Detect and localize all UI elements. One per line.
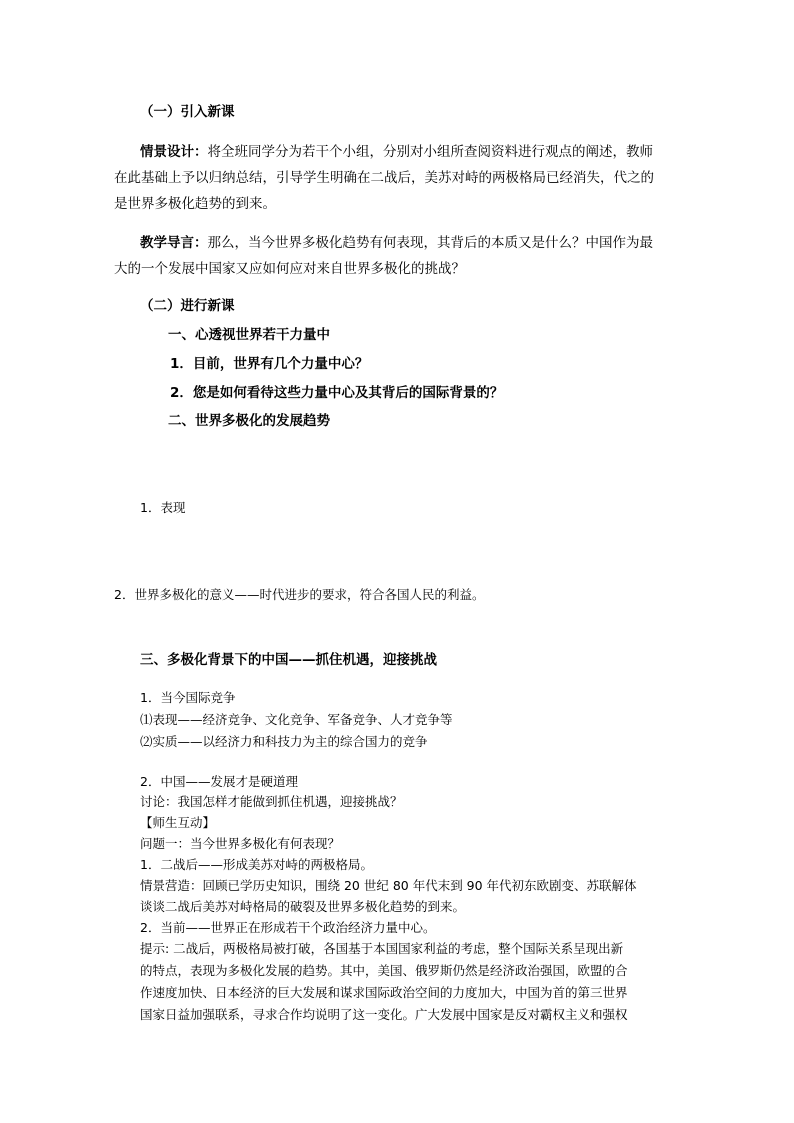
part-one-question-2: 2．您是如何看待这些力量中心及其背后的国际背景的？ bbox=[170, 385, 504, 401]
scene-creation-line-1: 情景营造：回顾已学历史知识，围绕 20 世纪 80 年代末到 90 年代初东欧剧变、苏联解体 bbox=[140, 878, 637, 893]
part-one-question-1: 1．目前，世界有几个力量中心？ bbox=[170, 356, 369, 372]
scene-design-label: 情景设计： bbox=[140, 144, 208, 160]
question-one: 问题一：当今世界多极化有何表现？ bbox=[140, 836, 341, 851]
part-three-item-1b: ⑵实质——以经济力和科技力为主的综合国力的竞争 bbox=[140, 734, 428, 749]
teaching-guide-label: 教学导言： bbox=[140, 235, 208, 251]
section-heading-new-lesson: （二）进行新课 bbox=[140, 298, 235, 314]
scene-creation-line-2: 谈谈二战后美苏对峙格局的破裂及世界多极化趋势的到来。 bbox=[140, 899, 466, 914]
part-three-item-2: 2．中国——发展才是硬道理 bbox=[140, 774, 298, 789]
part-three-item-1: 1．当今国际竞争 bbox=[140, 690, 236, 705]
teaching-guide-line-2: 大的一个发展中国家又应如何应对来自世界多极化的挑战？ bbox=[114, 261, 465, 277]
part-two-item-2: 2．世界多极化的意义——时代进步的要求，符合各国人民的利益。 bbox=[114, 587, 485, 602]
section-heading-intro: （一）引入新课 bbox=[140, 104, 235, 120]
hint-line-2: 的特点，表现为多极化发展的趋势。其中，美国、俄罗斯仍然是经济政治强国，欧盟的合 bbox=[140, 963, 628, 978]
discussion-line: 讨论：我国怎样才能做到抓住机遇，迎接挑战？ bbox=[140, 794, 403, 809]
answer-two: 2．当前——世界正在形成若干个政治经济力量中心。 bbox=[140, 920, 436, 935]
interaction-heading: 【师生互动】 bbox=[140, 815, 216, 830]
scene-design-line-1: 情景设计：将全班同学分为若干个小组，分别对小组所查阅资料进行观点的阐述，教师 bbox=[140, 144, 653, 160]
part-one-heading: 一、心透视世界若干力量中 bbox=[168, 327, 330, 343]
hint-line-4: 国家日益加强联系，寻求合作均说明了这一变化。广大发展中国家是反对霸权主义和强权 bbox=[140, 1007, 628, 1022]
hint-line-3: 作速度加快、日本经济的巨大发展和谋求国际政治空间的力度加大，中国为首的第三世界 bbox=[140, 985, 628, 1000]
scene-design-line-2: 在此基础上予以归纳总结，引导学生明确在二战后，美苏对峙的两极格局已经消失，代之的 bbox=[114, 170, 654, 186]
part-two-heading: 二、世界多极化的发展趋势 bbox=[168, 413, 330, 429]
answer-one: 1．二战后——形成美苏对峙的两极格局。 bbox=[140, 857, 373, 872]
scene-design-line-3: 是世界多极化趋势的到来。 bbox=[114, 196, 276, 212]
part-three-heading: 三、多极化背景下的中国——抓住机遇，迎接挑战 bbox=[140, 652, 437, 668]
part-two-item-1: 1．表现 bbox=[140, 500, 186, 515]
teaching-guide-line-1: 教学导言：那么，当今世界多极化趋势有何表现，其背后的本质又是什么？中国作为最 bbox=[140, 235, 653, 251]
hint-line-1: 提示: 二战后，两极格局被打破，各国基于本国国家利益的考虑，整个国际关系呈现出新 bbox=[140, 941, 624, 956]
part-three-item-1a: ⑴表现——经济竞争、文化竞争、军备竞争、人才竞争等 bbox=[140, 712, 453, 727]
